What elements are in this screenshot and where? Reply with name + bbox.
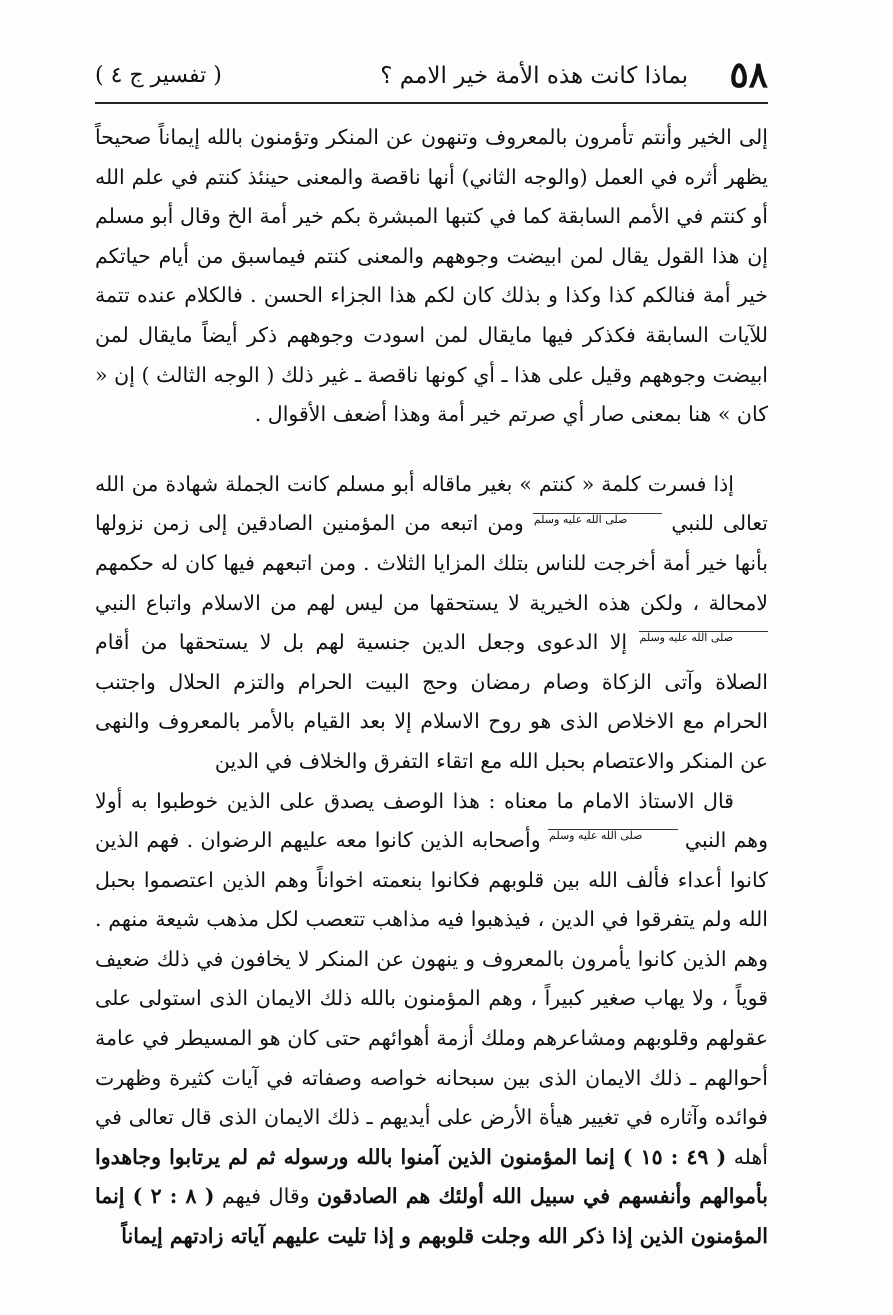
paragraph-text: إذا فسرت كلمة « كنتم » بغير ماقاله أبو مسلم كانت الجملة شهادة من الله تعالى للنبي	[95, 471, 768, 536]
paragraph-text: وقال فيهم	[222, 1184, 310, 1209]
paragraph-text: وأصحابه الذين كانوا معه عليهم الرضوان . فهم الذين كانوا أعداء فألف الله بين قلوبهم فكانوا بنعمته اخواناً وهم الذين اعتصموا بحبل الله ولم يتفرقوا في الدين ، فيذهبوا فيه مذاهب تتعصب لكل مذهب شيعة منهم . وهم الذين كانوا يأمرون بالمعروف و ينهون عن المنكر لا يخافون في ذلك ضعيف قوياً ، ولا يهاب صغير كبيراً ، وهم المؤمنون بالله ذلك الايمان الذى استولى على عقولهم وقلوبهم ومشاعرهم وملك أزمة أهوائهم حتى كان هو المسيطر في عامة أحوالهم ـ ذلك الايمان الذى بين سبحانه خواصه وصفاته في آيات كثيرة وظهرت فوائده وآثاره في تغيير هيأة الأرض على أيديهم ـ ذلك الايمان الذى قال تعالى في أهله	[95, 828, 768, 1169]
honorific-symbol: صلى الله عليه وسلم	[548, 829, 678, 842]
paragraph-3	[95, 782, 768, 1257]
paragraph-text: ومن اتبعه من المؤمنين الصادقين إلى زمن نزولها بأنها خير أمة أخرجت للناس بتلك المزايا الثلاث . ومن اتبعهم فيها كان له حكمهم لامحالة ، ولكن هذه الخيرية لا يستحقها من ليس لهم من الاسلام واتباع النبي	[95, 511, 768, 615]
paragraph-1	[95, 118, 768, 435]
running-title: بماذا كانت هذه الأمة خير الامم ؟	[380, 63, 688, 89]
honorific-symbol: صلى الله عليه وسلم	[533, 513, 663, 526]
paragraph-text: قال الاستاذ الامام ما معناه : هذا الوصف يصدق على الذين خوطبوا به أولا وهم النبي	[95, 788, 768, 853]
body-text	[95, 118, 768, 1257]
quran-verse: ( ٨ : ٢ ) إنما المؤمنون الذين إذا ذكر الله وجلت قلوبهم و إذا تليت عليهم آياته زادتهم إيماناً	[95, 1184, 768, 1249]
quran-verse: ( ٤٩ : ١٥ ) إنما المؤمنون الذين آمنوا بالله ورسوله ثم لم يرتابوا وجاهدوا بأموالهم وأنفسهم في سبيل الله أولئك هم الصادقون	[95, 1144, 768, 1209]
paragraph-2	[95, 465, 768, 782]
honorific-symbol: صلى الله عليه وسلم	[639, 631, 769, 644]
paragraph-text: إلى الخير وأنتم تأمرون بالمعروف وتنهون عن المنكر وتؤمنون بالله إيماناً صحيحاً يظهر أثره في العمل (والوجه الثاني) أنها ناقصة والمعنى حينئذ كنتم في علم الله أو كنتم في الأمم السابقة كما في كتبها المبشرة بكم خير أمة الخ وقال أبو مسلم إن هذا القول يقال لمن ابيضت وجوههم والمعنى كنتم فيماسبق من أيام حياتكم خير أمة فنالكم كذا وكذا و بذلك كان لكم هذا الجزاء الحسن . فالكلام عنده تتمة للآيات السابقة فكذكر فيها مايقال لمن اسودت وجوههم ذكر أيضاً مايقال لمن ابيضت وجوههم وقيل على هذا ـ أي كونها ناقصة ـ غير ذلك ( الوجه الثالث ) إن « كان » هنا بمعنى صار أي صرتم خير أمة وهذا أضعف الأقوال .	[95, 125, 768, 427]
page-header	[95, 52, 768, 104]
section-reference: ( تفسير ج ٤ )	[95, 63, 222, 88]
page-number: ٥٨	[729, 54, 768, 96]
paragraph-text: إلا الدعوى وجعل الدين جنسية لهم بل لا يستحقها من أقام الصلاة وآتى الزكاة وصام رمضان وحج البيت الحرام والتزم الحلال واجتنب الحرام مع الاخلاص الذى هو روح الاسلام إلا بعد القيام بالأمر بالمعروف والنهى عن المنكر والاعتصام بحبل الله مع اتقاء التفرق والخلاف في الدين	[95, 630, 768, 773]
